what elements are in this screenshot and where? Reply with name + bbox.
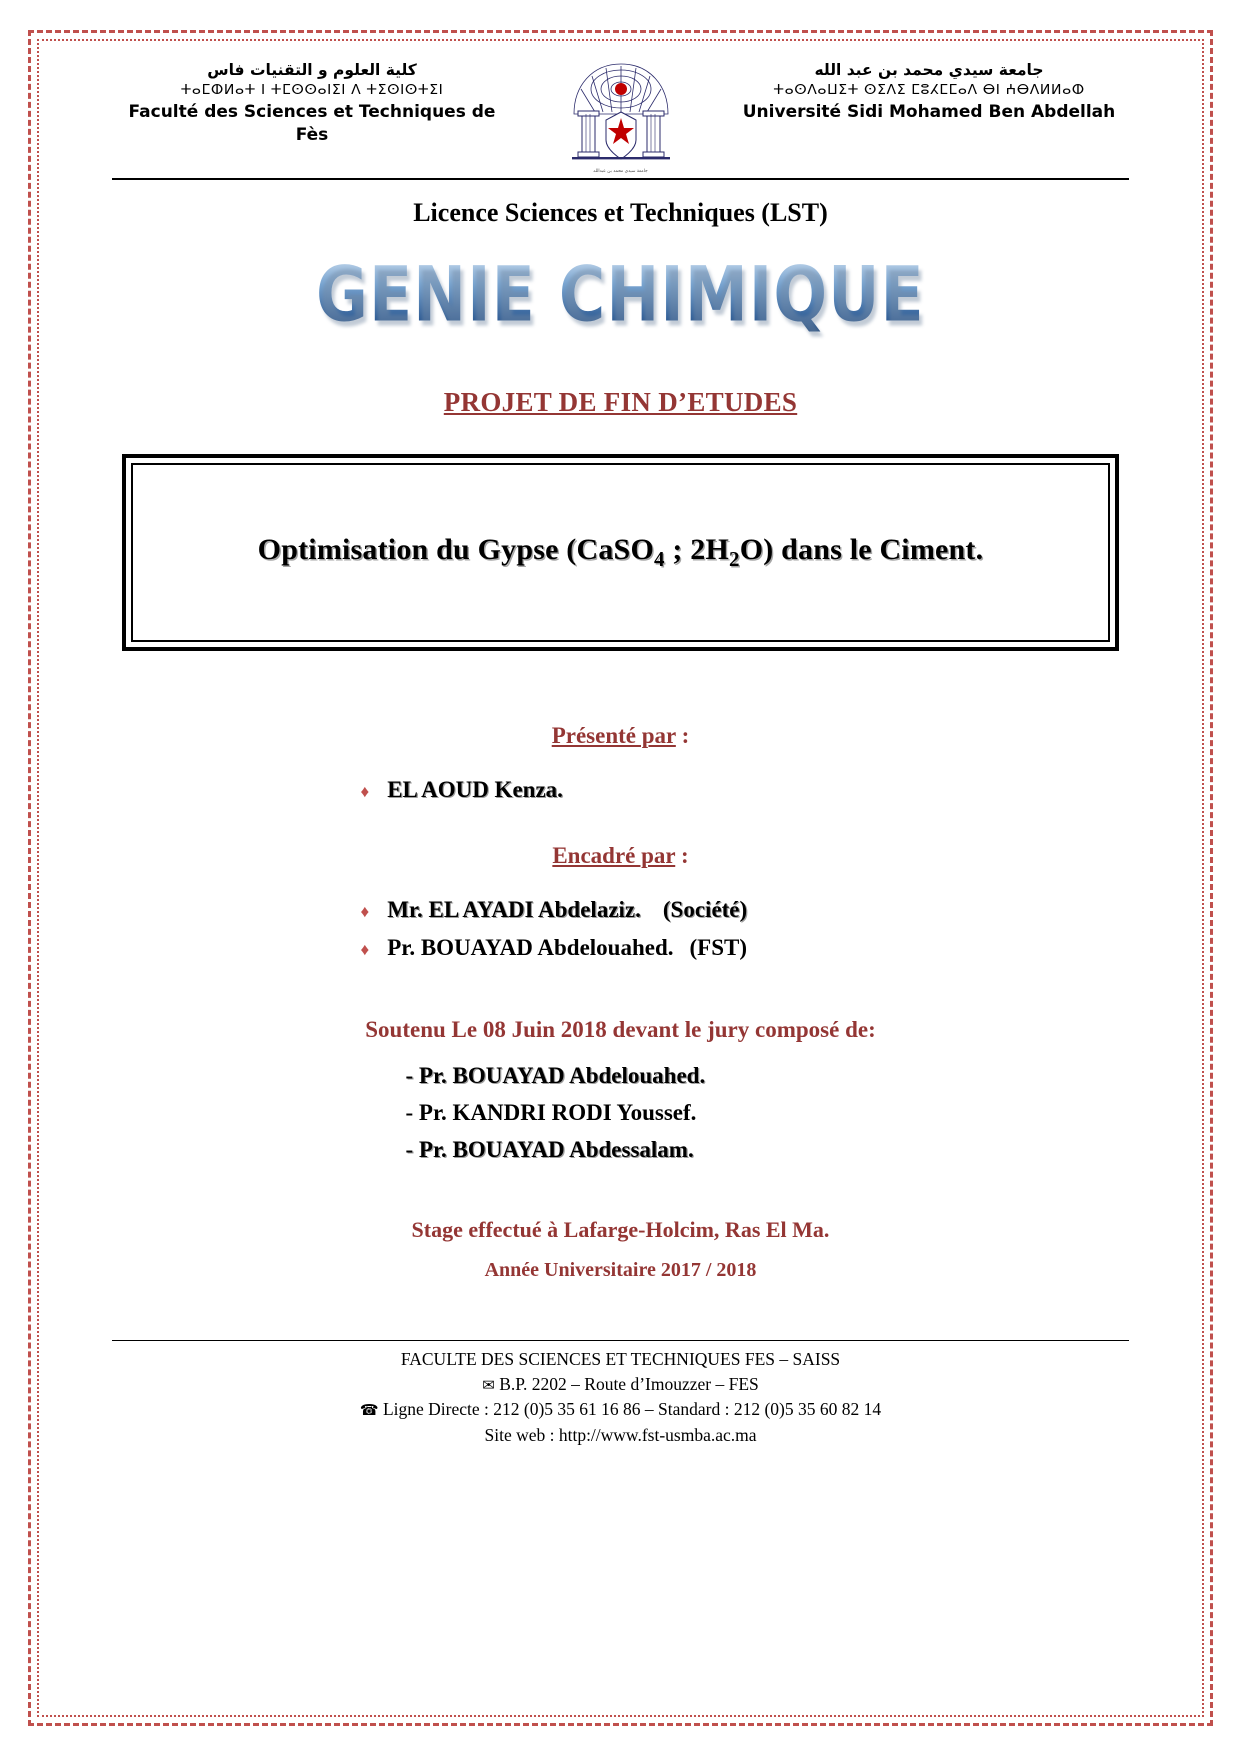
header-university-block [729, 60, 1129, 124]
supervisor-list [112, 891, 1129, 967]
footer-website: Site web : http://www.fst-usmba.ac.ma [484, 1424, 757, 1445]
header-divider [112, 178, 1129, 180]
subject-box [122, 454, 1119, 651]
presented-by-label [112, 723, 1129, 749]
academic-year: Année Universitaire 2017 / 2018 [484, 1258, 757, 1281]
student-list [112, 771, 1129, 809]
supervisor-affiliation: (Société) [662, 896, 748, 922]
project-subject [258, 533, 984, 572]
supervisor-affiliation: (FST) [689, 934, 747, 960]
list-item [361, 891, 881, 929]
diploma-title: Licence Sciences et Techniques (LST) [413, 198, 828, 227]
document-page [64, 50, 1177, 1448]
list-item: - Pr. BOUAYAD Abdelouahed. [405, 1062, 706, 1088]
supervisor-name: Mr. EL AYADI Abdelaziz. [387, 896, 641, 922]
student-name: EL AOUD Kenza. [387, 777, 563, 802]
document-header [112, 50, 1129, 174]
university-name-arabic: جامعة سيدي محمد بن عبد الله [814, 61, 1044, 79]
project-type-title: PROJET DE FIN D’ETUDES [443, 387, 798, 417]
diamond-bullet-icon: ♦ [360, 782, 370, 801]
subject-part-1: Optimisation du Gypse (CaSO [257, 533, 654, 566]
subject-part-2: ; 2H [664, 533, 730, 566]
supervised-by-colon: : [675, 842, 689, 868]
faculty-name-arabic: كلية العلوم و التقنيات فاس [207, 61, 417, 79]
subject-sub-2: 2 [729, 547, 740, 571]
defense-line: Soutenu Le 08 Juin 2018 devant le jury composé de: [365, 1016, 876, 1042]
phone-icon: ☎ [359, 1401, 379, 1420]
internship-line: Stage effectué à Lafarge-Holcim, Ras El Ma. [411, 1216, 830, 1242]
supervisor-name: Pr. BOUAYAD Abdelouahed. [387, 934, 674, 960]
list-item [361, 929, 881, 967]
mail-icon: ✉ [482, 1375, 495, 1394]
supervised-by-underline: Encadré par [552, 842, 676, 868]
program-wordart-text: GENIE CHIMIQUE [316, 249, 925, 340]
footer-address: B.P. 2202 – Route d’Imouzzer – FES [499, 1373, 759, 1394]
faculty-name-tifinagh: ⵜⴰⵎⵀⵍⴰⵜ ⵏ ⵜⵎⵙⵙⴰⵏⵉⵏ ⴷ ⵜⵉⵙⵏⵙⵜⵉⵏ [180, 81, 444, 98]
university-name-french: Université Sidi Mohamed Ben Abdellah [742, 101, 1116, 122]
university-name-tifinagh: ⵜⴰⵙⴷⴰⵡⵉⵜ ⵙⵉⴷⵉ ⵎⵓⵃⵎⵎⴰⴷ ⴱⵏ ⵄⴱⴷⵍⵍⴰⵀ [773, 81, 1085, 98]
university-crest-logo [556, 56, 686, 174]
list-item: - Pr. BOUAYAD Abdessalam. [405, 1137, 694, 1163]
footer-phone: Ligne Directe : 212 (0)5 35 61 16 86 – Standard : 212 (0)5 35 60 82 14 [382, 1399, 882, 1420]
people-section [112, 723, 1129, 1282]
footer-institution: FACULTE DES SCIENCES ET TECHNIQUES FES – SAISS [400, 1348, 841, 1369]
diamond-bullet-icon: ♦ [360, 939, 370, 959]
diamond-bullet-icon: ♦ [360, 901, 370, 921]
footer-address-row [112, 1372, 1129, 1397]
supervised-by-label [112, 843, 1129, 869]
jury-list [112, 1057, 1129, 1169]
footer-phone-row [112, 1397, 1129, 1422]
subject-part-3: O) dans le Ciment. [739, 533, 984, 566]
subject-box-inner [131, 463, 1110, 642]
document-footer [112, 1340, 1129, 1449]
list-item [361, 771, 881, 809]
faculty-name-french: Faculté des Sciences et Techniques de Fès [128, 101, 496, 145]
crest-caption: جامعة سيدي محمد بن عبدالله [593, 169, 648, 174]
header-faculty-block [112, 60, 512, 147]
program-wordart [112, 249, 1129, 340]
list-item: - Pr. KANDRI RODI Youssef. [405, 1100, 697, 1126]
presented-by-underline: Présenté par [551, 723, 676, 748]
subject-sub-4: 4 [653, 547, 665, 571]
presented-by-colon: : [675, 723, 690, 748]
